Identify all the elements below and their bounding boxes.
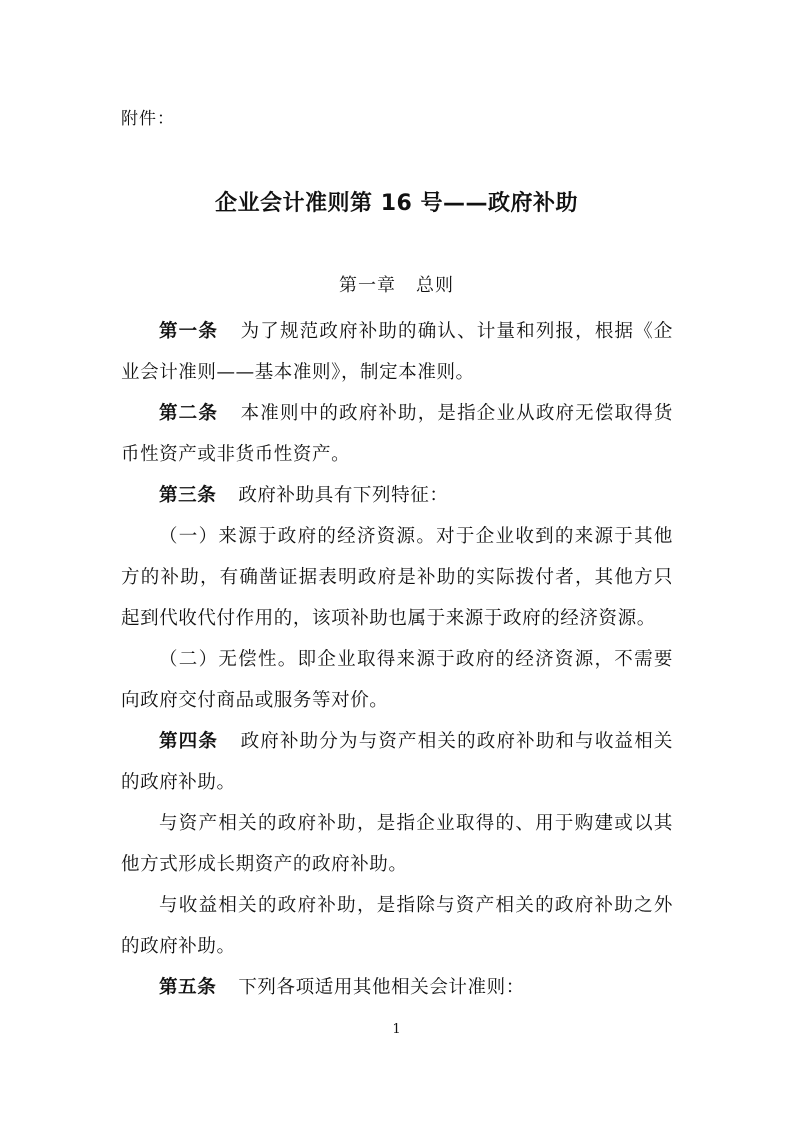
article-text: 政府补助分为与资产相关的政府补助和与收益相关的政府补助。: [121, 731, 673, 793]
article-label: 第二条: [159, 403, 219, 424]
page-number: 1: [392, 1022, 401, 1037]
article-4: [121, 721, 673, 803]
article-text: 与收益相关的政府补助，是指除与资产相关的政府补助之外的政府补助。: [121, 895, 673, 957]
article-text: 为了规范政府补助的确认、计量和列报，根据《企业会计准则——基本准则》，制定本准则。: [121, 321, 673, 383]
article-2: [121, 393, 673, 475]
article-label: 第四条: [159, 731, 219, 752]
document-body: [121, 311, 673, 1008]
article-3: [121, 475, 673, 516]
article-4-para-2: [121, 803, 673, 885]
article-text: 与资产相关的政府补助，是指企业取得的、用于购建或以其他方式形成长期资产的政府补助。: [121, 813, 673, 875]
chapter-heading: [0, 271, 793, 297]
article-3-item-1: [121, 516, 673, 639]
article-text: （一）来源于政府的经济资源。对于企业收到的来源于其他方的补助，有确凿证据表明政府是补助的实际拨付者，其他方只起到代收代付作用的，该项补助也属于来源于政府的经济资源。: [121, 526, 673, 629]
chapter-number: 第一章: [339, 275, 396, 296]
article-label: 第五条: [159, 977, 217, 998]
attachment-label: 附件：: [121, 109, 175, 129]
article-label: 第三条: [159, 485, 217, 506]
article-text: （二）无偿性。即企业取得来源于政府的经济资源，不需要向政府交付商品或服务等对价。: [121, 649, 673, 711]
chapter-name: 总则: [416, 275, 454, 296]
article-4-para-3: [121, 885, 673, 967]
article-text: 本准则中的政府补助，是指企业从政府无偿取得货币性资产或非货币性资产。: [121, 403, 673, 465]
article-5: [121, 967, 673, 1008]
document-title: 企业会计准则第 16 号——政府补助: [215, 191, 578, 216]
article-label: 第一条: [159, 321, 219, 342]
article-text: 下列各项适用其他相关会计准则：: [238, 977, 525, 998]
article-1: [121, 311, 673, 393]
article-text: 政府补助具有下列特征：: [238, 485, 449, 506]
article-3-item-2: [121, 639, 673, 721]
